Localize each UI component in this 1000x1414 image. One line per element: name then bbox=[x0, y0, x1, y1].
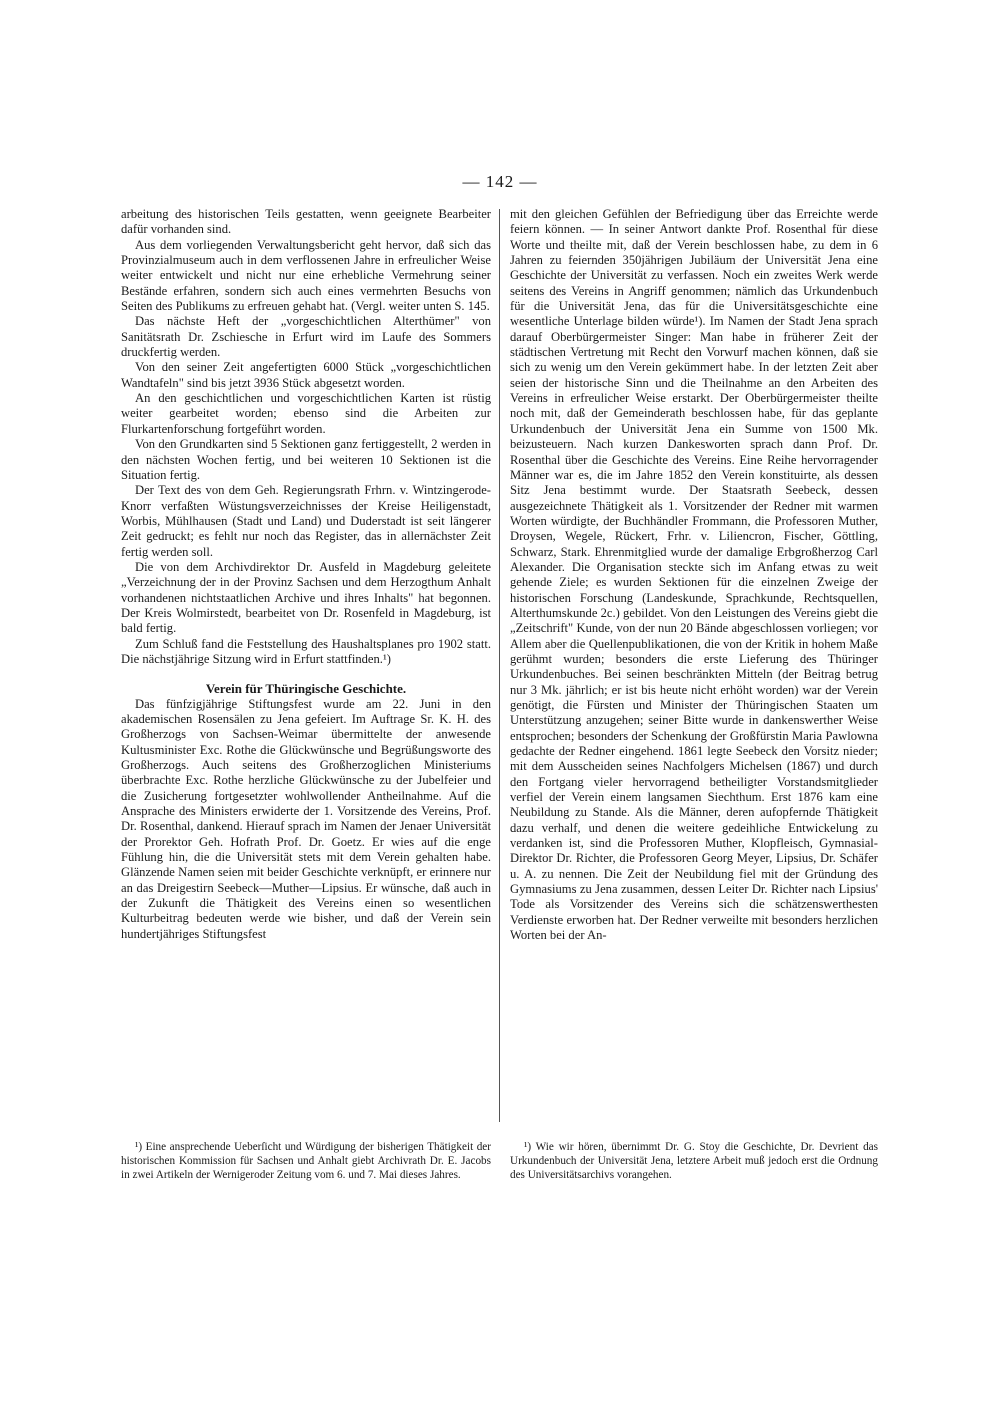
footnote-right bbox=[510, 1140, 878, 1183]
paragraph: Von den Grundkarten sind 5 Sektionen ganz fertiggestellt, 2 werden in den nächsten Wochen fertig, und bei weiteren 10 Sektionen ist die Situation fertig. bbox=[121, 437, 491, 482]
paragraph: arbeitung des historischen Teils gestatten, wenn geeignete Bearbeiter dafür vorhanden sind. bbox=[121, 207, 491, 237]
paragraph: An den geschichtlichen und vorgeschichtlichen Karten ist rüstig weiter gearbeitet worden; ebenso sind die Arbeiten zur Flurkartenforschung fortgeführt worden. bbox=[121, 391, 491, 436]
right-column bbox=[510, 207, 878, 944]
page-number: — 142 — bbox=[462, 172, 538, 191]
left-column bbox=[121, 207, 491, 942]
paragraph: Zum Schluß fand die Feststellung des Haushaltsplanes pro 1902 statt. Die nächstjährige Sitzung wird in Erfurt stattfinden.¹) bbox=[121, 636, 491, 666]
column-divider bbox=[499, 209, 500, 1122]
section-heading: Verein für Thüringische Geschichte. bbox=[205, 681, 407, 697]
paragraph: mit den gleichen Gefühlen der Befriedigung über das Erreichte werde feiern können. — In seiner Antwort dankte Prof. Rosenthal für diese Worte und theilte mit, daß der Verein beschlossen habe, zu dem in 6 Jahren zu feiernden 350jährigen Jubiläum der Universität Jena eine Geschichte der Universität zu verfassen. Noch ein zweites Werk werde seitens des Vereins in Angriff genommen; nämlich das Urkundenbuch für die Universität Jena, das für die Universitätsgeschichte eine wesentliche Unterlage bilden würde¹). Im Namen der Stadt Jena sprach darauf Oberbürgermeister Singer: Man habe in früherer Zeit der städtischen Vertretung mit Recht den Vorwurf machen können, daß sie sich zu wenig um den Verein gekümmert habe. In der letzten Zeit aber seien der historische Sinn und die Theilnahme an den Arbeiten des Vereins in erfreulicher Weise erstarkt. Der Oberbürgermeister theilte noch mit, daß der Gemeinderath beschlossen habe, für das geplante Urkundenbuch der Universität Jena ein Summe von 1500 Mk. beizusteuern. Nach kurzen Dankesworten sprach dann Prof. Dr. Rosenthal über die Geschichte des Vereins. Eine Reihe hervorragender Männer war es, die im Jahre 1852 den Verein konstituirte, als dessen Sitz Jena bestimmt wurde. Der Staatsrath Seebeck, dessen ausgezeichnete Thätigkeit als 1. Vorsitzender der Redner mit warmen Worten würdigte, der Buchhändler Frommann, die Professoren Muther, Droysen, Wegele, Rückert, Frhr. v. Liliencron, Fischer, Göttling, Schwarz, Stark. Ehrenmitglied wurde der damalige Erbgroßherzog Carl Alexander. Die Organisation steckte sich im Anfang etwas zu weit gehende Ziele; es wurden Sektionen für die einzelnen Zweige der historischen Forschung (Landeskunde, Sprachkunde, Rechtsquellen, Alterthumskunde 2c.) gebildet. Von den Leistungen des Vereins giebt die „Zeitschrift" Kunde, von der nun 20 Bände abgeschlossen vorliegen; vor Allem aber die Quellenpublikationen, die von der Kritik in hohem Maße gerühmt wurden; besonders die erste Lieferung des Thüringer Urkundenbuches. Bei seinen beschränkten Mitteln (der Beitrag betrug nur 3 Mk. jährlich; er ist bis heute nicht erhöht worden) war der Verein genötigt, die Fürsten und Minister der Thüringischen Staaten um Unterstützung anzugehen; seiner Bitte wurde in dankenswerther Weise entsprochen; besonders der Schenkung der Großfürstin Maria Pawlowna gedachte der Redner eingehend. 1861 legte Seebeck den Vorsitz nieder; mit dem Ausscheiden seines Nachfolgers Michelsen (1867) und durch den Fortgang vieler hervorragend betheiligter Vorstandsmitglieder verfiel der Verein einem langsamen Siechthum. Erst 1876 kam eine Neubildung zu Stande. Als die Männer, deren aufopfernde Thätigkeit dazu verhalf, und denen die weitere gedeihliche Entwickelung zu verdanken ist, sind die Professoren Muther, Klopfleisch, Gymnasial-Direktor Dr. Richter, die Professoren Georg Meyer, Lipsius, Dr. Schäfer u. A. zu nennen. Die Zeit der Neubildung fiel mit der Gründung des Gymnasiums zu Jena zusammen, dessen Leiter Dr. Richter nach Lipsius' Tode als Vorsitzender des Vereins sich die schätzenswerthesten Verdienste erworben hat. Der Redner verweilte mit besonders herzlichen Worten bei der An- bbox=[510, 207, 878, 943]
paragraph: Der Text des von dem Geh. Regierungsrath Frhrn. v. Wintzingerode-Knorr verfaßten Wüstungsverzeichnisses der Kreise Heiligenstadt, Worbis, Mühlhausen (Stadt und Land) und Duderstadt ist seit längerer Zeit gedruckt; es fehlt nur noch das Register, das in allernächster Zeit fertig werden soll. bbox=[121, 483, 491, 559]
footnote-text: ¹) Eine ansprechende Ueberſicht und Würdigung der bisherigen Thätigkeit der historischen Kommission für Sachsen und Anhalt giebt Archivrath Dr. E. Jacobs in zwei Artikeln der Wernigeroder Zeitung vom 6. und 7. Mai dieses Jahres. bbox=[121, 1141, 491, 1182]
footnote-text: ¹) Wie wir hören, übernimmt Dr. G. Stoy die Geschichte, Dr. Devrient das Urkundenbuch der Universität Jena, letztere Arbeit muß jedoch erst die Ordnung des Universitätsarchivs vorangehen. bbox=[510, 1141, 878, 1182]
paragraph: Das fünfzigjährige Stiftungsfest wurde am 22. Juni in den akademischen Rosensälen zu Jena gefeiert. Im Auftrage Sr. K. H. des Großherzogs von Sachsen-Weimar übermittelte der anwesende Kultusminister Exc. Rothe die Glückwünsche und Begrüßungsworte des Großherzogs. Auch seitens des Großherzoglichen Ministeriums überbrachte Exc. Rothe herzliche Glückwünsche zu der Jubelfeier und die Zusicherung fortgesetzter wohlwollender Antheilnahme. Auf die Ansprache des Ministers erwiderte der 1. Vorsitzende des Vereins, Prof. Dr. Rosenthal, dankend. Hierauf sprach im Namen der Jenaer Universität der Prorektor Geh. Hofrath Prof. Dr. Goetz. Er wies auf die enge Fühlung hin, die die Universität stets mit dem Verein gehalten habe. Glänzende Namen seien mit beider Geschichte verknüpft, er erinnere nur an das Dreigestirn Seebeck—Muther—Lipsius. Er wünsche, daß auch in der Zukunft die Thätigkeit des Vereins einen so wesentlichen Kulturbeitrag bedeuten werde wie bisher, und daß der Verein sein hundertjähriges Stiftungsfest bbox=[121, 696, 491, 941]
paragraph: Die von dem Archivdirektor Dr. Ausfeld in Magdeburg geleitete „Verzeichnung der in der Provinz Sachsen und dem Herzogthum Anhalt vorhandenen nichtstaatlichen Archive und ihres Inhalts" hat begonnen. Der Kreis Wolmirstedt, bearbeitet von Dr. Rosenfeld in Magdeburg, ist bald fertig. bbox=[121, 559, 491, 636]
paragraph: Das nächste Heft der „vorgeschichtlichen Alterthümer" von Sanitätsrath Dr. Zschiesche in Erfurt wird im Laufe des Sommers druckfertig werden. bbox=[121, 314, 491, 360]
paragraph: Von den seiner Zeit angefertigten 6000 Stück „vorgeschichtlichen Wandtafeln" sind bis jetzt 3936 Stück abgesetzt worden. bbox=[121, 360, 491, 390]
paragraph: Aus dem vorliegenden Verwaltungsbericht geht hervor, daß sich das Provinzialmuseum auch in dem verflossenen Jahre in erfreulicher Weise weiter entwickelt und nicht nur eine erhebliche Vermehrung seiner Bestände erfahren, sondern sich auch eines vermehrten Besuchs von Seiten des Publikums zu erfreuen gehabt hat. (Vergl. weiter unten S. 145. bbox=[121, 237, 491, 314]
footnote-left bbox=[121, 1140, 491, 1183]
